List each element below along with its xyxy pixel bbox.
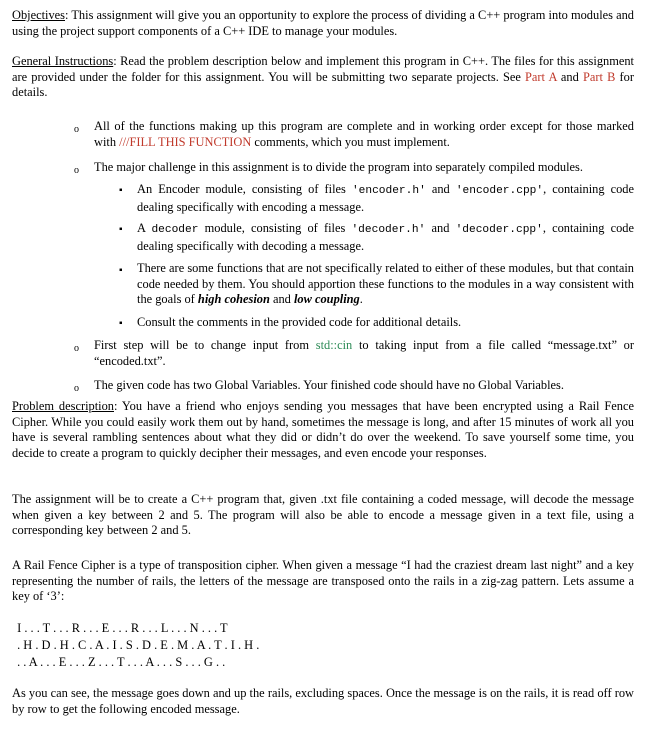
high-cohesion-term: high cohesion <box>197 292 270 306</box>
sub-bullet-shared-functions <box>137 261 634 308</box>
hollow-bullet-icon: o <box>74 124 79 135</box>
part-b-link[interactable]: Part B <box>582 69 616 84</box>
decoder-h-file: 'decoder.h' <box>351 224 426 236</box>
bullet-first-step <box>94 338 634 369</box>
square-bullet-icon: ▪ <box>119 224 123 235</box>
rail-fence-paragraph: A Rail Fence Cipher is a type of transposition cipher. When given a message “I had the craziest dream last night” and a key representing the number of rails, the letters of the message are transposed onto the rails in a zig-zag pattern. Lets assume a key of ‘3’: <box>12 558 634 603</box>
general-text-end: for details. <box>12 69 635 99</box>
bullet-text: A <box>137 221 152 235</box>
bullet-text: All of the functions making up this program are complete and in working order except for those marked with <box>94 119 634 149</box>
problem-text: : You have a friend who enjoys sending you messages that have been encrypted using a Rail Fence Cipher. While you could easily work them out by hand, sometimes the message is long, and after 15 minutes of work all you have is several rambling sentences about what they did or didn’t do over the weekend. To save yourself some time, you decide to create a program to quickly decipher their messages, and even encode your responses. <box>12 399 634 460</box>
general-instructions-paragraph <box>12 54 634 101</box>
encoder-h-file: 'encoder.h' <box>351 185 426 197</box>
general-text: : Read the problem description below and implement this program in C++. The files for this assignment are provided under the folder for this assignment. You will be submitting two separate projects. See <box>12 54 634 84</box>
objectives-label: Objectives <box>12 8 65 22</box>
problem-label: Problem description <box>12 399 114 413</box>
bullet-global-variables: The given code has two Global Variables. Your finished code should have no Global Variables. <box>94 378 564 392</box>
sub-bullet-decoder <box>137 221 634 254</box>
bullet-text: . <box>359 292 363 306</box>
std-cin-code: std::cin <box>315 338 353 352</box>
hollow-bullet-icon: o <box>74 165 79 176</box>
bullet-text: , containing code dealing specifically with decoding a message. <box>137 221 634 253</box>
bullet-text: and <box>425 182 456 196</box>
hollow-bullet-icon: o <box>74 383 79 394</box>
encoder-cpp-file: 'encoder.cpp' <box>455 185 544 197</box>
rail-row-1: I . . . T . . . R . . . E . . . R . . . L . . . N . . . T <box>14 621 228 635</box>
bullet-text: An Encoder module, consisting of files <box>137 182 352 196</box>
fill-function-marker: ///FILL THIS FUNCTION <box>119 134 252 149</box>
general-label: General Instructions <box>12 54 114 68</box>
sub-bullet-encoder <box>137 182 634 215</box>
bullet-text: module, consisting of files <box>198 221 352 235</box>
bullet-text: and <box>425 221 456 235</box>
decoder-word: decoder <box>151 224 199 236</box>
bullet-text: to taking input from a file called “message.txt” or “encoded.txt”. <box>94 338 634 368</box>
hollow-bullet-icon: o <box>74 343 79 354</box>
objectives-text: : This assignment will give you an opportunity to explore the process of dividing a C++ program into modules and using the project support components of a C++ IDE to manage your modules. <box>12 8 634 38</box>
bullet-text: There are some functions that are not specifically related to either of these modules, but that contain code needed by them. You should apportion these functions to the modules in a way consistent with the goals of <box>137 261 634 306</box>
decoder-cpp-file: 'decoder.cpp' <box>455 224 543 236</box>
square-bullet-icon: ▪ <box>119 318 123 329</box>
bullet-text: First step will be to change input from <box>94 338 316 352</box>
bullet-fill-functions <box>94 119 634 150</box>
problem-description-paragraph <box>12 399 634 461</box>
part-a-link[interactable]: Part A <box>525 69 557 84</box>
bullet-text: and <box>269 292 294 306</box>
encoded-message-paragraph: As you can see, the message goes down and up the rails, excluding spaces. Once the message is on the rails, it is read off row by row to get the following encoded message. <box>12 686 634 716</box>
square-bullet-icon: ▪ <box>119 185 123 196</box>
objectives-paragraph <box>12 8 634 39</box>
assignment-paragraph: The assignment will be to create a C++ program that, given .txt file containing a coded message, will decode the message when given a key between 2 and 5. The program will also be able to encode a message given in a text file, using a corresponding key between 2 and 5. <box>12 492 634 537</box>
bullet-text: comments, which you must implement. <box>251 134 450 149</box>
sub-bullet-consult: Consult the comments in the provided code for additional details. <box>137 315 462 329</box>
bullet-major-challenge: The major challenge in this assignment is to divide the program into separately compiled modules. <box>94 160 583 174</box>
rail-row-3: . . A . . . E . . . Z . . . T . . . A . . . S . . . G . . <box>14 655 226 669</box>
low-coupling-term: low coupling <box>293 292 360 306</box>
square-bullet-icon: ▪ <box>119 265 123 276</box>
bullet-text: , containing code dealing specifically with encoding a message. <box>137 182 634 214</box>
rail-row-2: . H . D . H . C . A . I . S . D . E . M . A . T . I . H . <box>14 638 260 652</box>
general-and: and <box>556 69 583 84</box>
